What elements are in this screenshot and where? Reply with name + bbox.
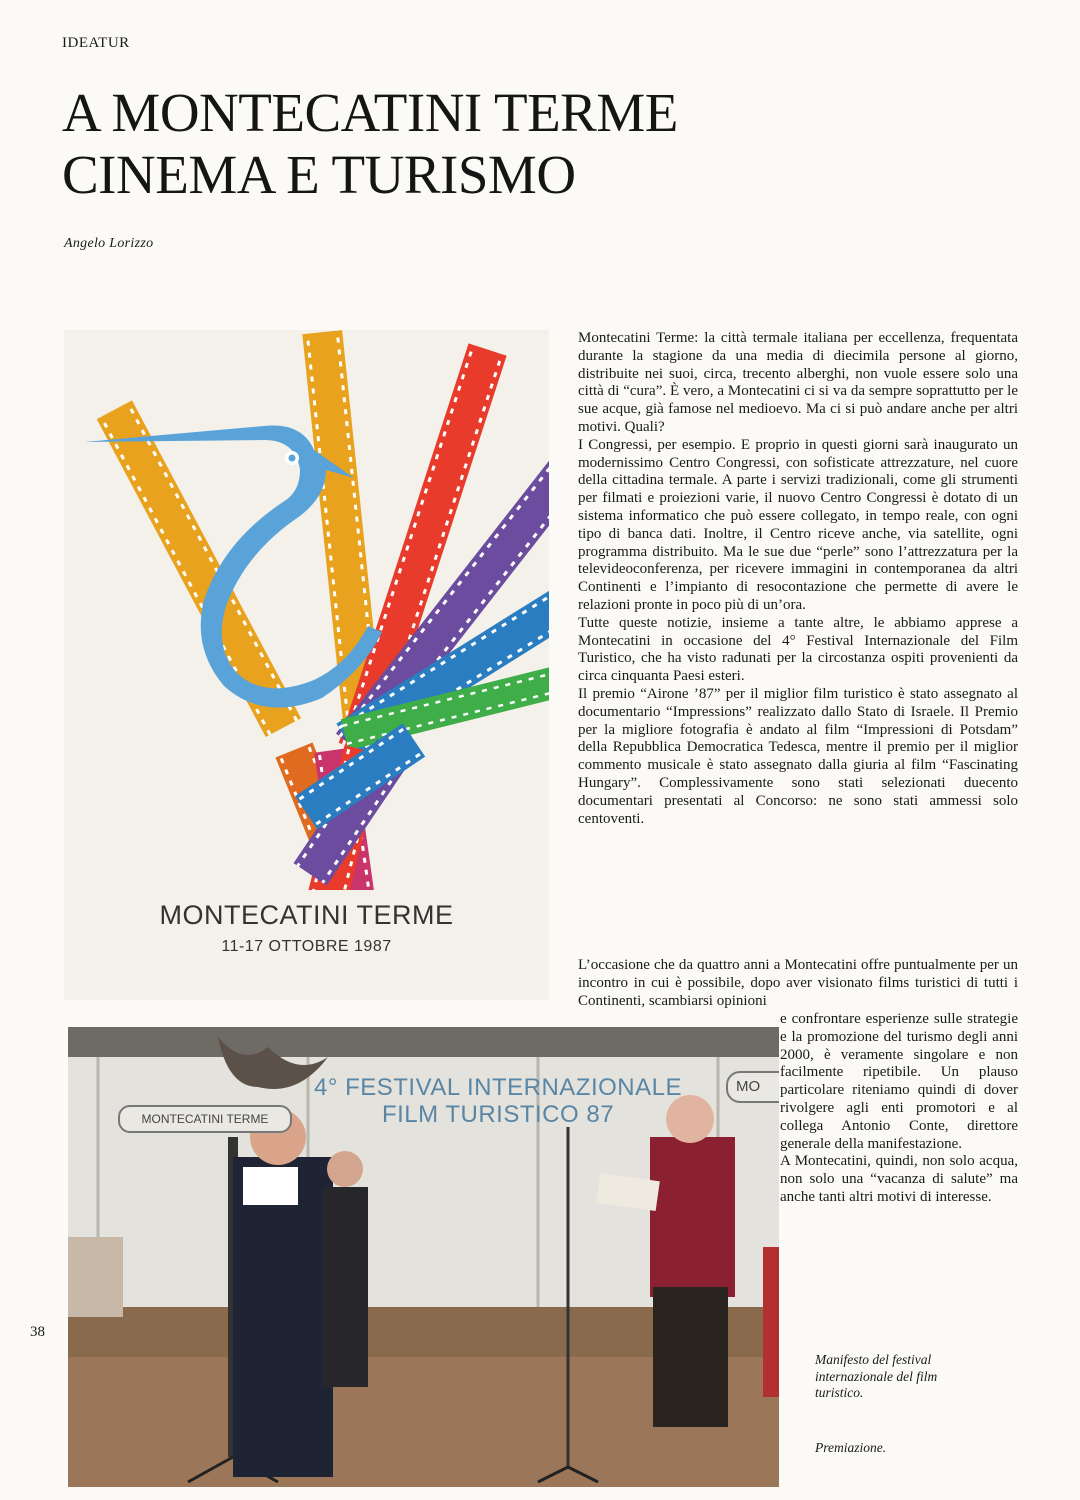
section-label: IDEATUR — [62, 35, 130, 51]
author-byline: Angelo Lorizzo — [64, 236, 154, 251]
title-line-2: CINEMA E TURISMO — [62, 144, 576, 205]
paragraph-3: Tutte queste notizie, insieme a tante altre, le abbiamo apprese a Montecatini in occasione del 4° Festival Internazionale del Film Turistico, che ha visto radunati per la circostanza ospiti provenienti da circa cinquanta Paesi esteri. — [578, 614, 1018, 685]
paragraph-2: I Congressi, per esempio. E proprio in questi giorni sarà inaugurato un modernissimo Centro Congressi, con sofisticate attrezzature, nel cuore della cittadina termale. A parte i servizi tradizionali, come gli strumenti per filmati e proiezioni varie, il nuovo Centro Congressi è dotato di un sistema informatico che può essere collegato, in tempo reale, con ogni tipo di banca dati. Inoltre, il Centro riceve anche, via satellite, ogni programma distribuito. Ma le sue due “perle” sono l’attrezzatura per la televideoconferenza, per ricevere immagini in contemporanea da altri Continenti e l’impianto di resocontazione che permette di avere le relazioni pronte in poco più di un’ora. — [578, 436, 1018, 613]
paragraph-4: Il premio “Airone ’87” per il miglior film turistico è stato assegnato al documentario “Impressions” realizzato dallo Stato di Israele. Il Premio per la migliore fotografia è andato al film “Impressioni di Potsdam” della Repubblica Democratica Tedesca, mentre il premio per il miglior commento musicale è stato assegnato dalla giuria al film “Fascinating Hungary”. Complessivamente sono stati selezionati duecento documentari presentati al Concorso: ne sono stati ammessi solo centoventi. — [578, 685, 1018, 827]
page-number: 38 — [30, 1324, 45, 1340]
festival-banner — [298, 1074, 698, 1128]
film-strips — [97, 330, 549, 890]
poster-title: MONTECATINI TERME — [159, 900, 454, 930]
poster-caption: Manifesto del festival internazionale del film turistico. — [815, 1352, 938, 1400]
banner-line-1: 4° FESTIVAL INTERNAZIONALE — [313, 1074, 682, 1101]
venue-sign-right: MO — [726, 1071, 779, 1103]
photo-caption: Premiazione. — [815, 1440, 887, 1455]
article-title — [62, 82, 1022, 206]
poster-artwork — [64, 330, 549, 890]
paragraph-1: Montecatini Terme: la città termale italiana per eccellenza, frequentata durante la stagione da una media di diecimila persone al giorno, distribuite nei suoi, circa, trecento alberghi, non vuole essere solo una città di “cura”. È vero, a Montecatini ci si va da sempre soprattutto per le sue acque, già famose nel medioevo. Ma ci si può andare anche per altri motivi. Quali? — [578, 330, 1018, 435]
article-paragraph-5-start — [578, 957, 1018, 1010]
article-column-narrow — [780, 1011, 1018, 1207]
article-column-right — [578, 330, 1018, 828]
banner-line-2: FILM TURISTICO 87 — [381, 1101, 615, 1128]
venue-sign-left: MONTECATINI TERME — [118, 1105, 292, 1133]
festival-poster — [64, 330, 549, 1000]
paragraph-6: A Montecatini, quindi, non solo acqua, non solo una “vacanza di salute” ma anche tanti altri motivi di interesse. — [780, 1153, 1018, 1205]
ceremony-photo — [68, 1027, 779, 1487]
paragraph-5: L’occasione che da quattro anni a Montecatini offre puntualmente per un incontro in cui è possibile, dopo aver visionato films turistici di tutti i Continenti, scambiarsi opinioni — [578, 957, 1018, 1009]
paragraph-5-continued: e confrontare esperienze sulle strategie e la promozione del turismo degli anni 2000, è veramente singolare e non facilmente ripetibile. Un plauso particolare riteniamo quindi di dover rivolgere agli enti promotori e al collega Antonio Conte, direttore generale della manifestazione. — [780, 1011, 1018, 1152]
poster-date: 11-17 OTTOBRE 1987 — [221, 938, 392, 955]
title-line-1: A MONTECATINI TERME — [62, 82, 678, 143]
